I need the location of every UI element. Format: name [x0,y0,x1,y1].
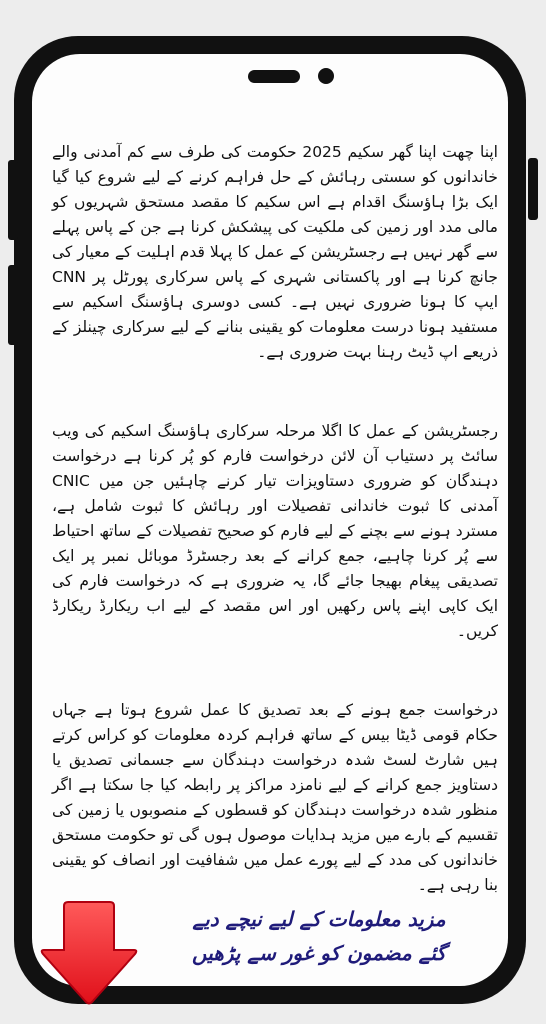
cta-line-1: مزید معلومات کے لیے نیچے دیے [192,907,446,931]
down-arrow-icon [38,898,140,1008]
front-camera-icon [318,68,334,84]
speaker-grille [248,70,300,83]
article-body [52,140,498,952]
article-paragraph-1: اپنا چھت اپنا گھر سکیم 2025 حکومت کی طرف سے کم آمدنی والے خاندانوں کو سستی رہائش کے حل فراہم کرنے کے لیے شروع کیا گیا ایک بڑا ہاؤسنگ اقدام ہے اس سکیم کا مقصد مستحق شہریوں کو مالی مدد اور زمین کی ملکیت کی پیشکش کرنا ہے جن کے پاس پہلے سے گھر نہیں ہے رجسٹریشن کے عمل کا پہلا قدم اہلیت کے معیار کی جانچ کرنا ہے اور پاکستانی شہری کے پاس سرکاری پورٹل پر CNN ایپ کا ہونا ضروری نہیں ہے۔ کسی دوسری ہاؤسنگ اسکیم سے مستفید ہونا درست معلومات کو یقینی بنانے کے لیے سرکاری چینلز کے ذریعے اپ ڈیٹ رہنا بہت ضروری ہے۔ [52,143,498,361]
article-paragraph-2: رجسٹریشن کے عمل کا اگلا مرحلہ سرکاری ہاؤسنگ اسکیم کی ویب سائٹ پر دستیاب آن لائن درخواست فارم کو پُر کرنا ہے درخواست دہندگان کو ضروری دستاویزات تیار کرنے چاہئیں جن میں CNIC آمدنی کا ثبوت خاندانی تفصیلات اور رہائش کا ثبوت شامل ہے، مسترد ہونے سے بچنے کے لیے فارم کو صحیح تفصیلات کے ساتھ احتیاط سے پُر کرنا چاہیے، جمع کرانے کے بعد رجسٹرڈ موبائل نمبر پر ایک تصدیقی پیغام بھیجا جائے گا، یہ ضروری ہے کہ درخواست فارم کی ایک کاپی اپنے پاس رکھیں اور اس مقصد کے لیے اب ریکارڈ ریکارڈ کریں۔ [52,422,498,640]
cta-line-2: گئے مضمون کو غور سے پڑھیں [192,941,446,965]
article-paragraph-3: درخواست جمع ہونے کے بعد تصدیق کا عمل شروع ہوتا ہے جہاں حکام قومی ڈیٹا بیس کے ساتھ فراہم کردہ معلومات کو کراس کرتے ہیں شارٹ لسٹ شدہ درخواست دہندگان سے جسمانی تصدیق یا دستاویز جمع کرانے کے لیے نامزد مراکز پر رابطہ کیا جا سکتا ہے اگر منظور شدہ درخواست دہندگان کو قسطوں کے منصوبوں یا زمین کی تقسیم کے بارے میں مزید ہدایات موصول ہوں گی تو حکومت مستحق خاندانوں کی مدد کے لیے پورے عمل میں شفافیت اور انصاف کو یقینی بنا رہی ہے۔ [52,701,498,894]
power-button [528,158,538,220]
cta-banner [150,902,488,970]
